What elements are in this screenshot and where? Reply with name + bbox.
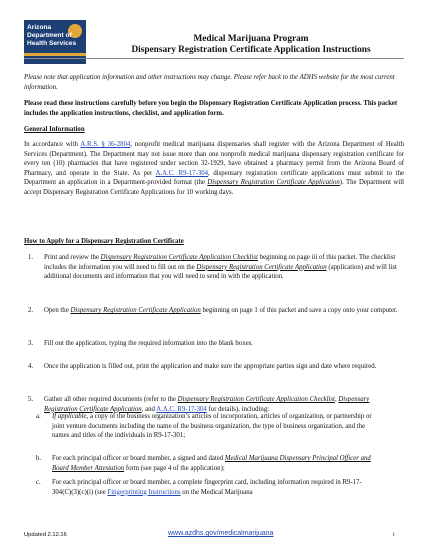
substep-text-part: , a copy of the business organization’s articles of incorporation, articles of organization, or partnership or joint venture documents including the name of the business organization, the type of business organization, and the names and titles of the individuals in R9-17-301; [52,413,372,440]
attestation-form-reference: Medical Marijuana Dispensary Principal Officer and Board Member Attestation [52,455,371,472]
step-text-part: Open the [44,307,71,314]
step-text-part: Gather all other required documents (refer to the [44,396,178,403]
header-divider [24,58,404,59]
substep-text-part: For each principal officer or board member, a complete fingerprint card, including information required in R9-17-304(C)(3)(c)(i) (see [52,479,362,496]
substep-text [52,454,378,473]
substep-text-part: For each principal officer or board member, a signed and dated [52,455,225,462]
website-link[interactable]: www.azdhs.gov/medicalmarijuana [168,530,274,537]
checklist-reference: Dispensary Registration Certificate Application Checklist [177,396,335,403]
substep-text-part: form (see page 4 of the application); [124,464,225,472]
step-number: 4. [28,363,34,370]
step-text [44,306,402,316]
general-text-mid-2: , dispensary registration certificate applications must submit to the Department an application in a Department-provided format (the [24,169,404,187]
page-title: Medical Marijuana Program [193,34,309,44]
step-number: 1. [28,254,34,261]
application-reference: Dispensary Registration Certificate Application [196,263,327,271]
general-text-start: In accordance with [24,141,81,148]
read-carefully-notice: Please read these instructions carefully before you begin the Dispensary Registration Certificate Application process. This packet includes the application instructions, checklist, and application form. [24,100,398,117]
step-number: 2. [28,307,34,314]
substep-text [52,478,378,497]
logo-line-3: Health Services [27,40,77,47]
step-number: 3. [28,340,34,347]
general-information-heading: General Information [24,126,85,133]
page-number: i [393,532,395,538]
step-text-part: (application) and will list additional documents and information that you will need to send in with the application. [44,263,397,281]
application-reference: Dispensary Registration Certificate Application [70,307,201,314]
aac-link[interactable]: A.A.C. R9-17-304 [156,405,207,413]
step-text-part: , [334,396,339,403]
page-subtitle: Dispensary Registration Certificate Application Instructions [131,45,371,55]
step-number: 5. [28,396,34,403]
logo-line-2: Department of [27,32,72,39]
step-text [44,253,402,282]
general-text-end: ). The Department will accept Dispensary Registration Certificate Applications for 10 working days. [24,179,404,196]
step-text-part: , and [141,405,157,413]
logo-stripe [24,53,86,56]
application-name: Dispensary Registration Certificate Application [207,179,340,187]
step-text-part: beginning on page 1 of this packet and save a copy onto your computer. [200,307,398,314]
step-text-part: for details), including: [206,405,270,413]
step-text-part: beginning on page iii of this packet. The checklist includes the information you will need to fill out on the [44,254,396,271]
change-notice: Please note that application information and other instructions may change. Please refer back to the ADHS website for the most current information. [24,74,395,91]
substep-letter: b. [36,455,42,462]
updated-date: Updated 2.12.16 [24,532,67,538]
logo-line-1: Arizona [27,24,52,31]
step-text: Once the application is filled out, print the application and make sure the appropriate parties sign and date where required. [44,363,377,370]
general-text-mid-1: , nonprofit medical marijuana dispensaries shall register with the Arizona Department of Health Services (Department). The Department may not issue more than one nonprofit medical marijuana dispensary registration certificate for every ten (10) pharmacies that have registered under section 32-1929, have obtained a pharmacy permit from the Arizona Board of Pharmacy, and operate in the State. As per [24,141,404,177]
substep-letter: c. [36,479,41,486]
aac-link[interactable]: A.A.C. R9-17-304 [155,169,209,177]
substep-text [52,412,378,441]
ars-link[interactable]: A.R.S. § 36-2804 [80,141,131,148]
substep-text-part: on the Medical Marijuana [180,488,253,496]
fingerprinting-instructions-link[interactable]: Fingerprinting Instructions [107,488,181,496]
substep-letter: a. [36,413,41,420]
application-reference: Dispensary Registration Certificate Application [44,396,370,413]
how-to-apply-heading: How to Apply for a Dispensary Registration Certificate [24,238,184,245]
general-information-paragraph [24,140,404,198]
checklist-reference: Dispensary Registration Certificate Application Checklist [100,254,258,261]
step-text-part: Print and review the [44,254,101,261]
substep-text-part: If applicable [52,413,87,420]
step-text: Fill out the application, typing the required information into the blank boxes. [44,340,253,347]
